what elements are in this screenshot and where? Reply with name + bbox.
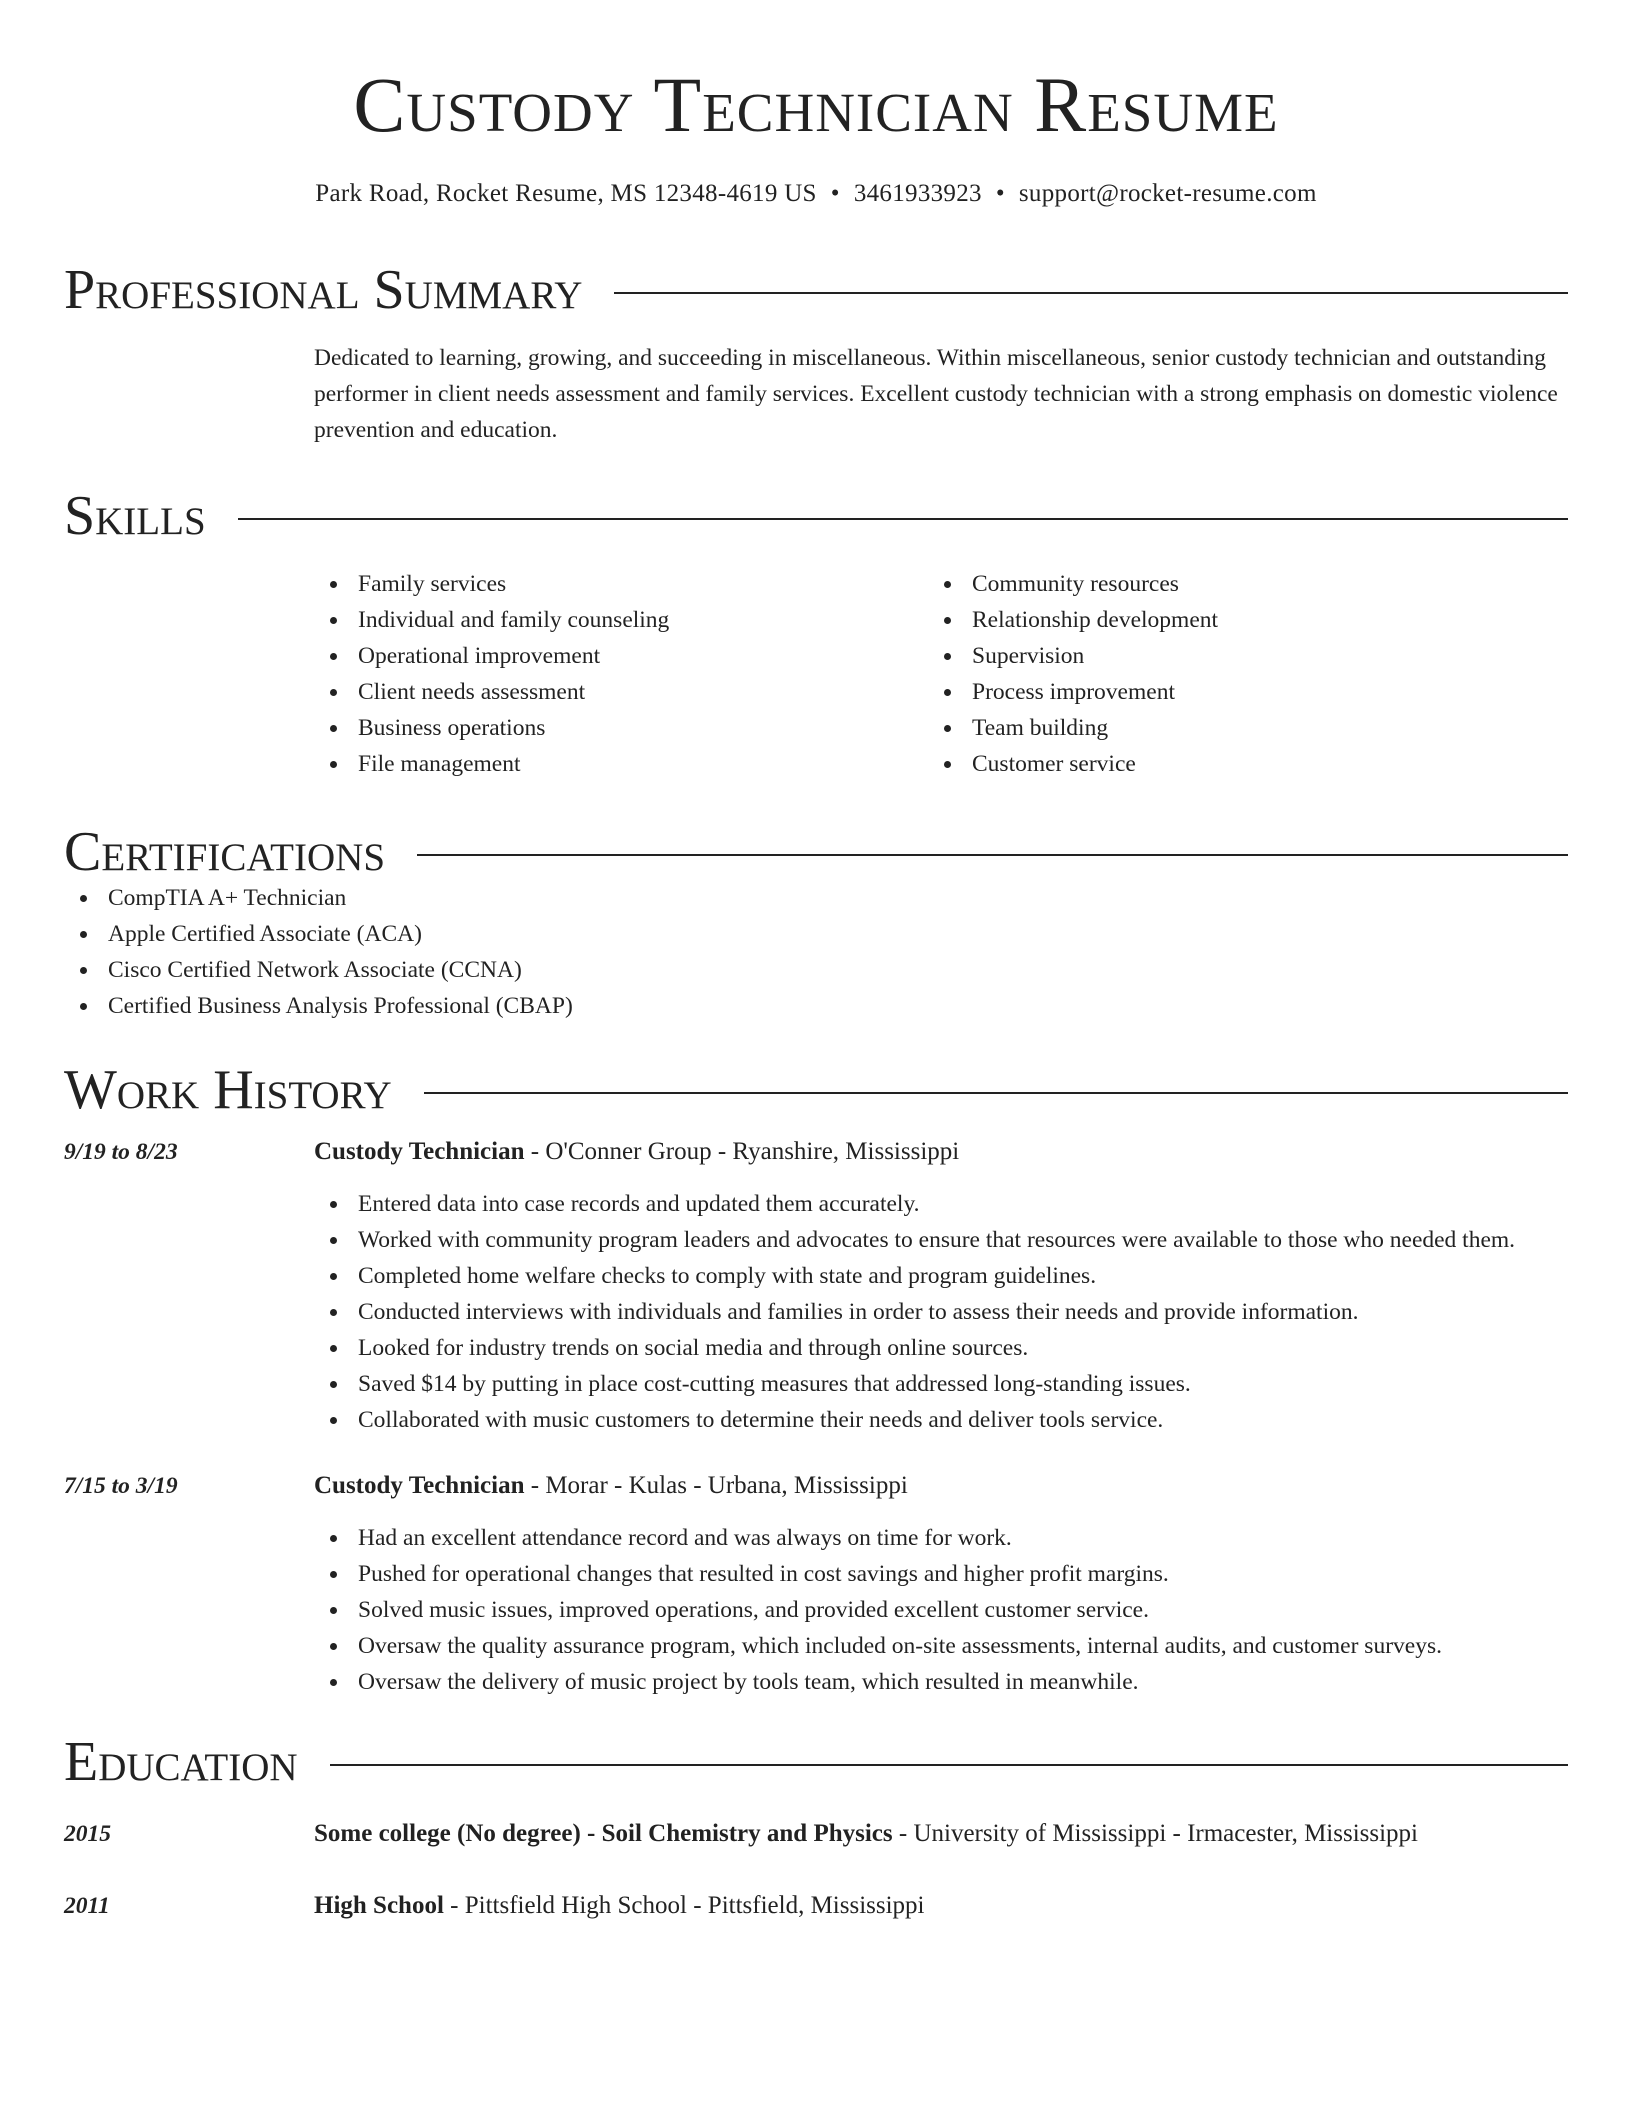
section-divider xyxy=(614,292,1568,294)
job-duty: Looked for industry trends on social media and through online sources. xyxy=(314,1330,1568,1366)
skill-item: Business operations xyxy=(314,710,928,746)
section-divider xyxy=(417,854,1568,856)
skill-item: Supervision xyxy=(928,638,1542,674)
job-duties xyxy=(314,1186,1568,1438)
contact-email: support@rocket-resume.com xyxy=(1018,180,1317,207)
section-certifications xyxy=(64,821,1568,1024)
skill-item: Community resources xyxy=(928,566,1542,602)
skill-item: File management xyxy=(314,746,928,782)
skill-item: Client needs assessment xyxy=(314,674,928,710)
job-body xyxy=(314,1134,1568,1438)
section-heading-label: Work History xyxy=(64,1059,392,1121)
contact-line xyxy=(64,180,1568,208)
job-duty: Saved $14 by putting in place cost-cutting measures that addressed long-standing issues. xyxy=(314,1366,1568,1402)
job-duty: Worked with community program leaders and advocates to ensure that resources were available to those who needed them. xyxy=(314,1222,1568,1258)
job-duty: Entered data into case records and updated them accurately. xyxy=(314,1186,1568,1222)
job-duty: Solved music issues, improved operations, and provided excellent customer service. xyxy=(314,1592,1568,1628)
section-heading xyxy=(64,1059,1568,1121)
job-entry xyxy=(64,1468,1568,1700)
contact-separator: • xyxy=(830,180,840,207)
section-heading xyxy=(64,259,1568,321)
job-entry xyxy=(64,1134,1568,1438)
section-heading xyxy=(64,1731,1568,1793)
section-heading xyxy=(64,821,1568,883)
job-duty: Had an excellent attendance record and was always on time for work. xyxy=(314,1520,1568,1556)
certification-item: Apple Certified Associate (ACA) xyxy=(64,916,1568,952)
certification-item: Certified Business Analysis Professional (CBAP) xyxy=(64,988,1568,1024)
contact-address: Park Road, Rocket Resume, MS 12348-4619 US xyxy=(315,180,817,207)
section-professional-summary xyxy=(64,259,1568,448)
job-duty: Completed home welfare checks to comply with state and program guidelines. xyxy=(314,1258,1568,1294)
job-employer: - O'Conner Group - Ryanshire, Mississippi xyxy=(524,1138,960,1165)
section-heading-label: Skills xyxy=(64,485,206,547)
section-work-history xyxy=(64,1059,1568,1700)
job-duty: Oversaw the delivery of music project by tools team, which resulted in meanwhile. xyxy=(314,1664,1568,1700)
skill-item: Team building xyxy=(928,710,1542,746)
certifications-list xyxy=(64,880,1568,1024)
summary-text: Dedicated to learning, growing, and succeeding in miscellaneous. Within miscellaneous, senior custody technician and outstanding performer in client needs assessment and family services. Excellent custody technician with a strong emphasis on domestic violence prevention and education. xyxy=(314,345,1558,443)
job-duty: Oversaw the quality assurance program, which included on-site assessments, internal audits, and customer surveys. xyxy=(314,1628,1568,1664)
job-duty: Pushed for operational changes that resulted in cost savings and higher profit margins. xyxy=(314,1556,1568,1592)
education-school: - Pittsfield High School - Pittsfield, Mississippi xyxy=(443,1892,925,1919)
section-divider xyxy=(424,1092,1568,1094)
education-entry xyxy=(64,1888,1568,1924)
job-duty: Collaborated with music customers to determine their needs and deliver tools service. xyxy=(314,1402,1568,1438)
job-heading xyxy=(314,1468,1568,1504)
section-heading-label: Professional Summary xyxy=(64,259,583,321)
education-school: - University of Mississippi - Irmacester, Mississippi xyxy=(892,1820,1418,1847)
job-title: Custody Technician xyxy=(314,1138,525,1165)
skill-item: Process improvement xyxy=(928,674,1542,710)
education-degree: High School xyxy=(314,1892,444,1919)
resume-title: Custody Technician Resume xyxy=(353,61,1279,148)
section-education xyxy=(64,1731,1568,1924)
education-year: 2015 xyxy=(64,1821,111,1847)
job-title: Custody Technician xyxy=(314,1472,525,1499)
skill-item: Customer service xyxy=(928,746,1542,782)
job-dates: 9/19 to 8/23 xyxy=(64,1139,178,1165)
education-year: 2011 xyxy=(64,1893,110,1919)
education-details xyxy=(314,1888,1568,1924)
job-duties xyxy=(314,1520,1568,1700)
contact-separator: • xyxy=(995,180,1005,207)
skills-grid xyxy=(314,566,1568,782)
job-dates: 7/15 to 3/19 xyxy=(64,1473,178,1499)
education-entry xyxy=(64,1816,1568,1852)
skill-item: Family services xyxy=(314,566,928,602)
contact-phone: 3461933923 xyxy=(853,180,982,207)
skill-item: Operational improvement xyxy=(314,638,928,674)
skill-item: Relationship development xyxy=(928,602,1542,638)
job-duty: Conducted interviews with individuals and families in order to assess their needs and provide information. xyxy=(314,1294,1568,1330)
certification-item: CompTIA A+ Technician xyxy=(64,880,1568,916)
job-body xyxy=(314,1468,1568,1700)
section-heading xyxy=(64,485,1568,547)
skills-column-left xyxy=(314,566,928,782)
skill-item: Individual and family counseling xyxy=(314,602,928,638)
job-employer: - Morar - Kulas - Urbana, Mississippi xyxy=(524,1472,908,1499)
certification-item: Cisco Certified Network Associate (CCNA) xyxy=(64,952,1568,988)
section-heading-label: Education xyxy=(64,1731,298,1793)
section-heading-label: Certifications xyxy=(64,821,386,883)
section-divider xyxy=(330,1764,1568,1766)
skills-column-right xyxy=(928,566,1542,782)
job-heading xyxy=(314,1134,1568,1170)
education-degree: Some college (No degree) - Soil Chemistry and Physics xyxy=(314,1820,893,1847)
section-skills xyxy=(64,485,1568,782)
section-divider xyxy=(238,518,1568,520)
education-details xyxy=(314,1816,1568,1852)
